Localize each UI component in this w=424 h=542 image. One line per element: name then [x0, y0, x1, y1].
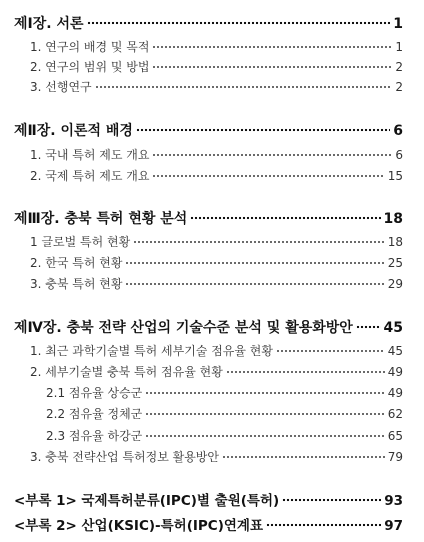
- toc-chapter-3[interactable]: [0, 208, 424, 228]
- leader-dots: [125, 278, 384, 290]
- toc-title: 제Ⅱ장. 이론적 배경: [14, 123, 133, 139]
- leader-dots: [152, 41, 392, 53]
- leader-dots: [145, 430, 384, 442]
- toc-title: 2.1 점유율 상승군: [46, 386, 143, 400]
- toc-title: 3. 선행연구: [30, 80, 92, 94]
- toc-page-number: 1: [395, 40, 403, 54]
- leader-dots: [226, 366, 385, 378]
- toc-page-number: 49: [387, 386, 403, 400]
- toc-section-1-3[interactable]: [0, 78, 424, 95]
- toc-title: 1 글로벌 특허 현황: [30, 235, 131, 249]
- toc-title: 2. 국제 특허 제도 개요: [30, 169, 150, 183]
- toc-page-number: 1: [393, 16, 403, 32]
- leader-dots: [87, 16, 391, 30]
- leader-dots: [356, 320, 381, 334]
- toc-appendix-2[interactable]: [0, 514, 424, 534]
- toc-section-4-1[interactable]: [0, 342, 424, 359]
- toc-section-2-2[interactable]: [0, 167, 424, 184]
- toc-chapter-4[interactable]: [0, 317, 424, 337]
- toc-title: 1. 국내 특허 제도 개요: [30, 148, 150, 162]
- toc-page-number: 62: [387, 407, 403, 421]
- toc-title: 2.3 점유율 하강군: [46, 429, 143, 443]
- toc-page-number: 2: [395, 60, 403, 74]
- toc-page-number: 2: [395, 80, 403, 94]
- toc-section-1-1[interactable]: [0, 38, 424, 55]
- leader-dots: [145, 408, 384, 420]
- toc-title: 3. 충북 특허 현황: [30, 277, 123, 291]
- toc-appendix-1[interactable]: [0, 489, 424, 509]
- leader-dots: [136, 123, 390, 137]
- leader-dots: [190, 211, 380, 225]
- toc-page-number: 15: [387, 169, 403, 183]
- toc-page-number: 18: [383, 211, 403, 227]
- toc-title: 제Ⅳ장. 충북 전략 산업의 기술수준 분석 및 활용화방안: [14, 320, 353, 336]
- toc-title: 제Ⅰ장. 서론: [14, 16, 84, 32]
- toc-page-number: 6: [395, 148, 403, 162]
- toc-section-3-1[interactable]: [0, 233, 424, 250]
- toc-title: 3. 충북 전략산업 특허정보 활용방안: [30, 450, 219, 464]
- leader-dots: [152, 149, 392, 161]
- toc-title: 2. 한국 특허 현황: [30, 256, 123, 270]
- toc-title: 2. 세부기술별 충북 특허 점유율 현황: [30, 365, 223, 379]
- leader-dots: [133, 236, 384, 248]
- toc-page-number: 65: [387, 429, 403, 443]
- toc-title: 1. 최근 과학기술별 특허 세부기술 점유율 현황: [30, 344, 273, 358]
- toc-subsection-4-2-2[interactable]: [0, 405, 424, 422]
- toc-page-number: 29: [387, 277, 403, 291]
- toc-title: 2. 연구의 범위 및 방법: [30, 60, 150, 74]
- leader-dots: [152, 61, 392, 73]
- toc-title: <부록 2> 산업(KSIC)-특허(IPC)연계표: [14, 518, 264, 534]
- leader-dots: [145, 387, 384, 399]
- toc-chapter-2[interactable]: [0, 120, 424, 140]
- toc-title: 제Ⅲ장. 충북 특허 현황 분석: [14, 211, 188, 227]
- toc-subsection-4-2-3[interactable]: [0, 427, 424, 444]
- leader-dots: [282, 494, 381, 508]
- toc-subsection-4-2-1[interactable]: [0, 384, 424, 401]
- toc-page-number: 6: [393, 123, 403, 139]
- toc-section-4-3[interactable]: [0, 448, 424, 465]
- toc-title: 2.2 점유율 정체군: [46, 407, 143, 421]
- toc-page-number: 45: [387, 344, 403, 358]
- toc-page-number: 25: [387, 256, 403, 270]
- toc-page-number: 93: [384, 493, 403, 509]
- toc-title: <부록 1> 국제특허분류(IPC)별 출원(특허): [14, 493, 280, 509]
- toc-section-3-2[interactable]: [0, 254, 424, 271]
- leader-dots: [266, 519, 381, 533]
- toc-chapter-1[interactable]: [0, 13, 424, 33]
- toc-page-number: 97: [384, 518, 403, 534]
- leader-dots: [222, 451, 385, 463]
- leader-dots: [125, 257, 384, 269]
- toc-title: 1. 연구의 배경 및 목적: [30, 40, 150, 54]
- toc-page-number: 45: [383, 320, 403, 336]
- toc-section-1-2[interactable]: [0, 58, 424, 75]
- toc-page-number: 18: [387, 235, 403, 249]
- leader-dots: [95, 81, 393, 93]
- toc-section-2-1[interactable]: [0, 146, 424, 163]
- leader-dots: [276, 345, 385, 357]
- toc-section-4-2[interactable]: [0, 363, 424, 380]
- toc-section-3-3[interactable]: [0, 275, 424, 292]
- leader-dots: [152, 170, 384, 182]
- toc-page-number: 49: [387, 365, 403, 379]
- toc-page-number: 79: [387, 450, 403, 464]
